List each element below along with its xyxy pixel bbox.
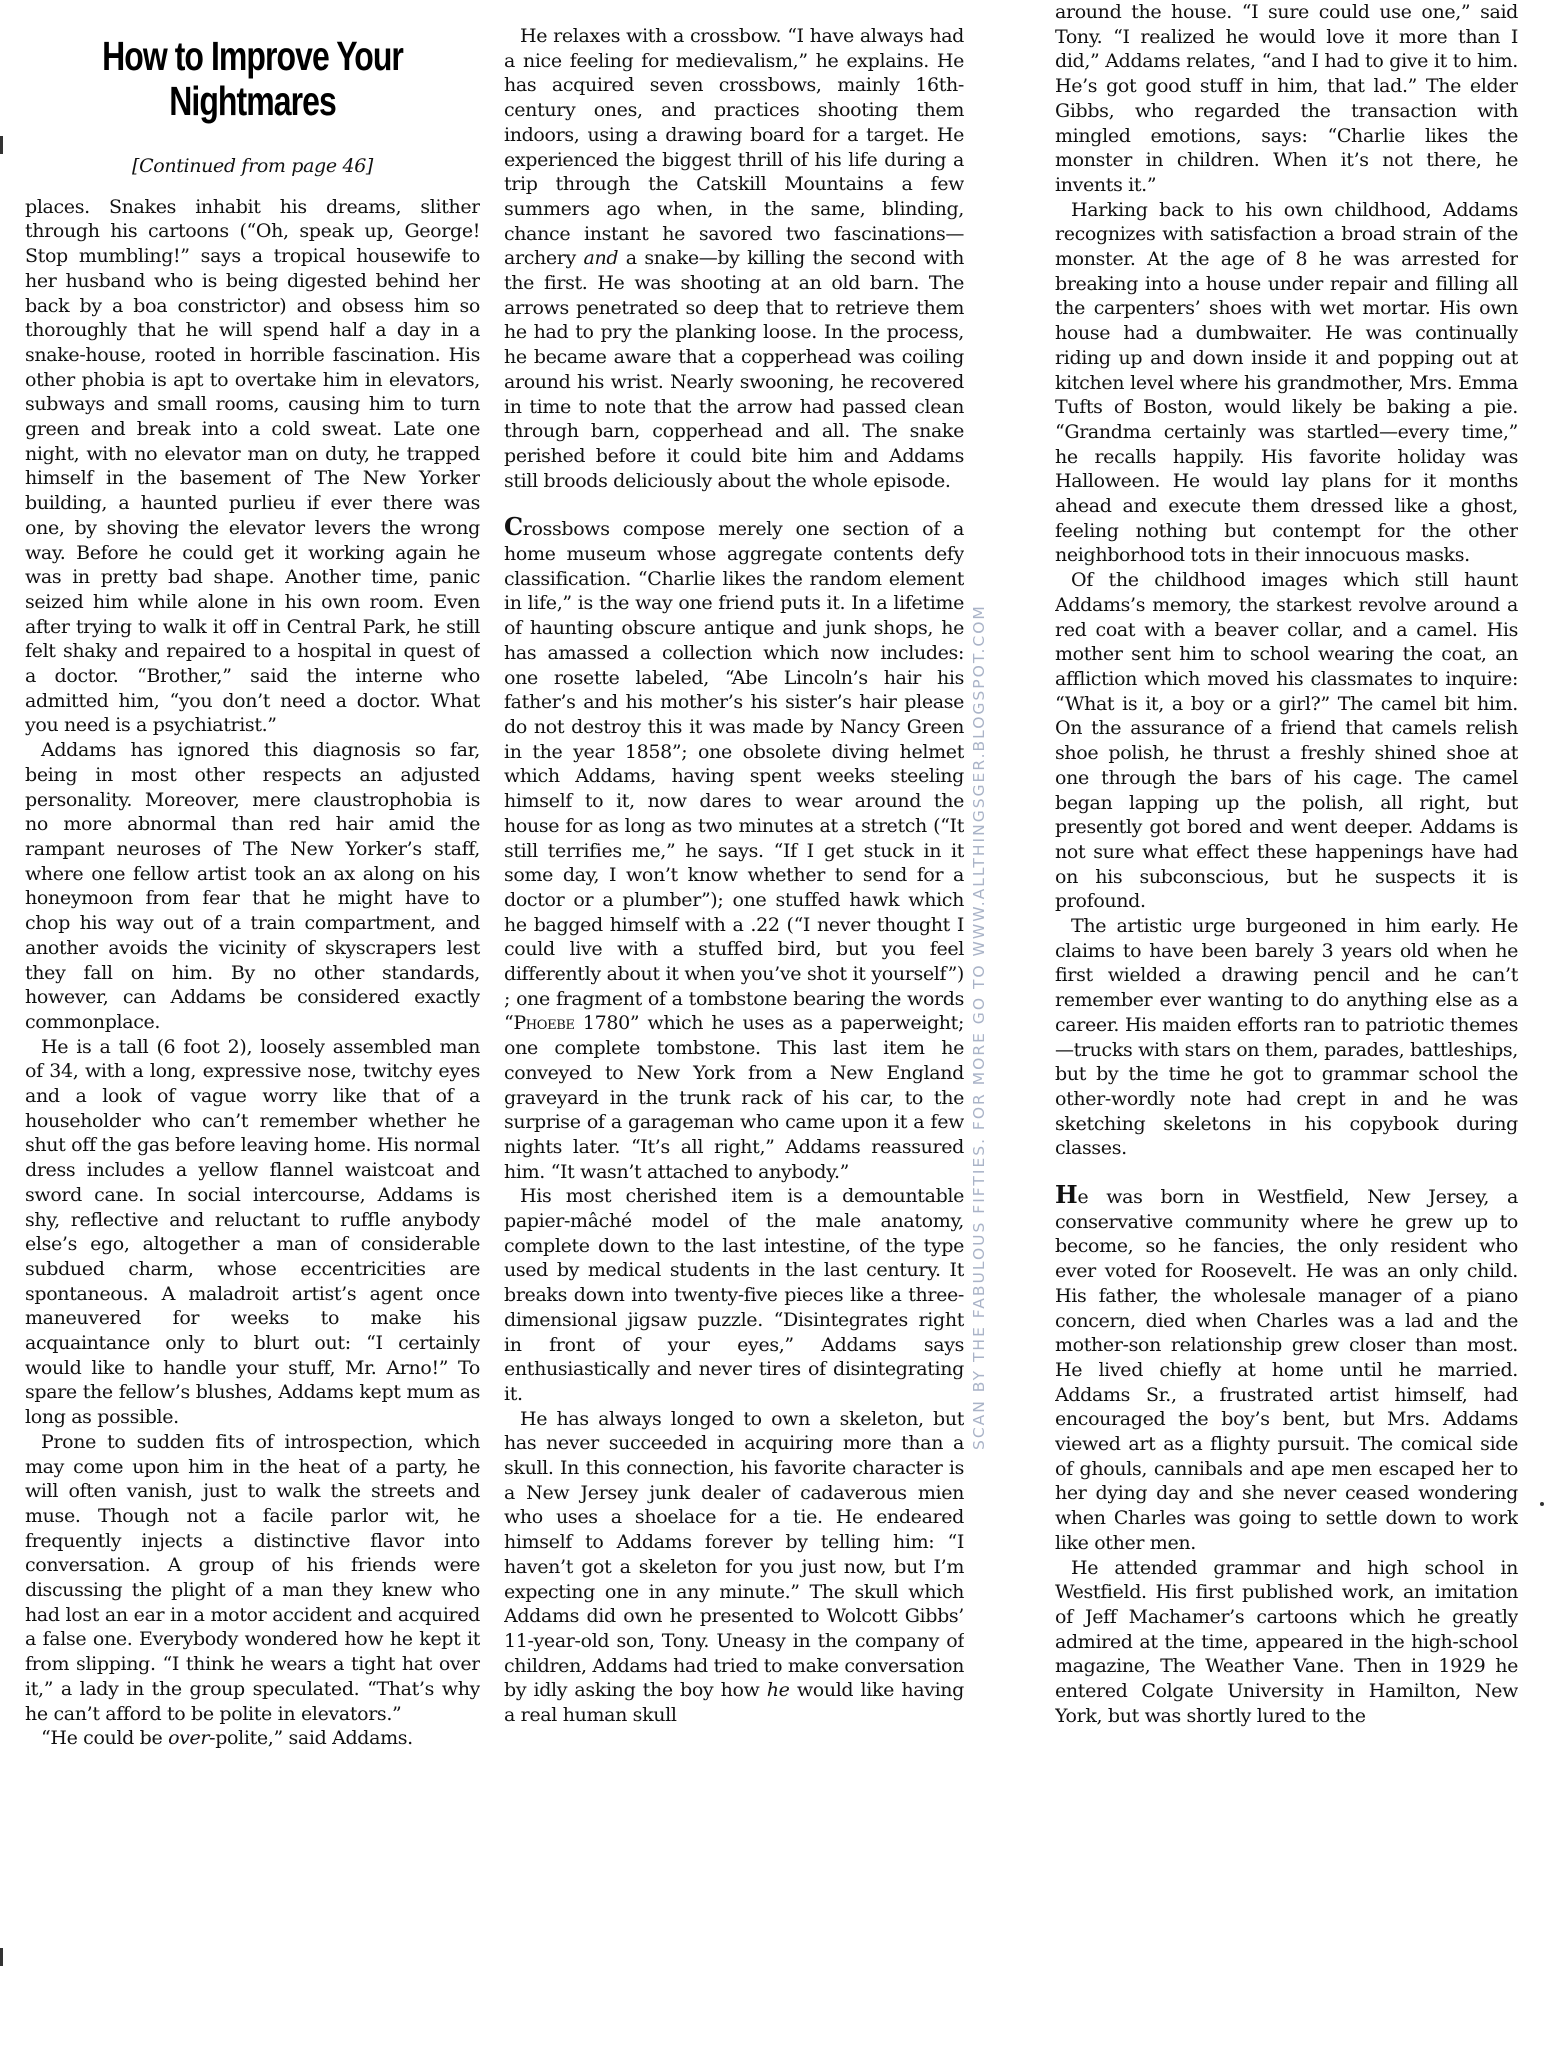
emphasis: and	[583, 247, 619, 270]
paragraph: Addams has ignored this diagnosis so far, being in most other respects an adjusted personality. Moreover, mere claustrophobia is no more abnormal than red hair amid the rampant neuroses of The New Yorker’s staff, where one fellow artist took an ax along on his honeymoon from fear that he might have to chop his way out of a train compartment, and another avoids the vicinity of skyscrapers lest they fall on him. By no other standards, however, can Addams be considered exactly commonplace.	[25, 739, 480, 1033]
paragraph: His most cherished item is a demountable papier-mâché model of the male anatomy, complete down to the last intestine, of the type used by medical students in the last century. It breaks down into twenty-five pieces like a three-dimensional jigsaw puzzle. “Disintegrates right in front of your eyes,” Addams says enthusiastically and never tires of disintegrating it.	[504, 1185, 964, 1405]
article-header	[25, 20, 480, 179]
text-run: -polite,” said Addams.	[209, 1727, 413, 1750]
text-run: 1780” which he uses as a paperweight; one complete tombstone. This last item he conveyed to New York from a New England graveyard in the trunk rack of his car, to the surprise of a garageman who came upon it a few nights later. “It’s all right,” Addams reassured him. “It wasn’t attached to anybody.”	[504, 1012, 964, 1183]
small-caps-text: Phoebe	[513, 1012, 575, 1035]
column-1	[25, 20, 480, 2022]
paragraph: around the house. “I sure could use one,” said Tony. “I realized he would love it more than I did,” Addams relates, “and I had to give it to him. He’s got good stuff in him, that lad.” The elder Gibbs, who regarded the transaction with mingled emotions, says: “Charlie likes the monster in children. When it’s not there, he invents it.”	[1055, 1, 1518, 196]
margin-mark	[0, 1948, 3, 1966]
paragraph: Prone to sudden fits of introspection, which may come upon him in the heat of a party, he will often vanish, just to walk the streets and muse. Though not a facile parlor wit, he frequently injects a distinctive flavor into conversation. A group of his friends were discussing the plight of a man they knew who had lost an ear in a motor accident and acquired a false one. Everybody wondered how he kept it from slipping. “I think he wears a tight hat over it,” a lady in the group speculated. “That’s why he can’t afford to be polite in elevators.”	[25, 1430, 480, 1725]
paragraph: He is a tall (6 foot 2), loosely assembled man of 34, with a long, expressive nose, twitchy eyes and a look of vague worry like that of a householder who can’t remember whether he shut off the gas before leaving home. His normal dress includes a yellow flannel waistcoat and sword cane. In social intercourse, Addams is shy, reflective and reluctant to ruffle anybody else’s ego, altogether a man of considerable subdued charm, whose eccentricities are spontaneous. A maladroit artist’s agent once maneuvered for weeks to make his acquaintance only to blurt out: “I certainly would like to handle your stuff, Mr. Arno!” To spare the fellow’s blushes, Addams kept mum as long as possible.	[25, 1035, 480, 1429]
text-run: would like having a real human skull	[504, 1679, 964, 1727]
scan-dot	[1540, 1502, 1544, 1506]
text-run: rossbows compose merely one section of a home museum whose aggregate contents defy classification. “Charlie likes the random element in life,” is the way one friend puts it. In a lifetime of haunting obscure antique and junk shops, he has amassed a collection which now includes: one rosette labeled, “Abe Lincoln’s hair his father’s and his mother’s his sister’s hair please do not destroy this it was made by Nancy Green in the year 1858”; one obsolete diving helmet which Addams, having spent weeks steeling himself to it, now dares to wear around the house for as long as two minutes at a stretch (“It still terrifies me,” he says. “If I get stuck in it some day, I won’t know whether to send for a doctor or a plumber”); one stuffed hawk which he bagged himself with a .22 (“I never thought I could live with a stuffed bird, but you feel differently about it when you’ve shot it yourself”) ; one fragment of a tombstone bearing the words “	[504, 518, 964, 1035]
paragraph: The artistic urge burgeoned in him early. He claims to have been barely 3 years old when he first wielded a drawing pencil and he can’t remember ever wanting to do anything else as a career. His maiden efforts ran to patriotic themes—trucks with stars on them, parades, battleships, but by the time he got to grammar school the other-wordly note had crept in and he was sketching skeletons in his copybook during classes.	[1055, 915, 1518, 1160]
text-run: “He could be	[41, 1727, 169, 1750]
paragraph	[504, 512, 964, 1184]
emphasis: he	[766, 1679, 790, 1702]
paragraph: Harking back to his own childhood, Addams recognizes with satisfaction a broad strain of the monster. At the age of 8 he was arrested for breaking into a house under repair and filling all the carpenters’ shoes with wet mortar. His own house had a dumbwaiter. He was continually riding up and down inside it and popping out at kitchen level where his grandmother, Mrs. Emma Tufts of Boston, would likely be baking a pie. “Grandma certainly was startled—every time,” he recalls happily. His favorite holiday was Halloween. He would lay plans for it months ahead and execute them dressed like a ghost, feeling nothing but contempt for the other neighborhood tots in their innocuous masks.	[1055, 198, 1518, 567]
article-title-line-1: How to Improve Your	[102, 33, 403, 79]
article-title-line-2: Nightmares	[169, 78, 336, 124]
scan-watermark: SCAN BY THE FABULOUS FIFTIES. FOR MORE GO TO WWW.ALLTHINGSGER.BLOGSPOT.COM	[970, 604, 988, 1450]
paragraph	[1055, 1180, 1518, 1556]
initial-letter: H	[1055, 1180, 1078, 1210]
column-3	[1055, 0, 1518, 2022]
paragraph	[504, 24, 964, 493]
initial-letter: C	[504, 512, 523, 542]
text-run: He relaxes with a crossbow. “I have always had a nice feeling for medievalism,” he explains. He has acquired seven crossbows, mainly 16th-century ones, and practices shooting them indoors, using a drawing board for a target. He experienced the biggest thrill of his life during a trip through the Catskill Mountains a few summers ago when, in the same, blinding, chance instant he savored two fascinations—archery	[504, 25, 964, 270]
paragraph: He attended grammar and high school in Westfield. His first published work, an imitation of Jeff Machamer’s cartoons which he greatly admired at the time, appeared in the high-school magazine, The Weather Vane. Then in 1929 he entered Colgate University in Hamilton, New York, but was shortly lured to the	[1055, 1556, 1518, 1727]
emphasis: over	[168, 1727, 210, 1750]
continued-note: [Continued from page 46]	[132, 155, 373, 177]
text-run: a snake—by killing the second with the first. He was shooting at an old barn. The arrows penetrated so deep that to retrieve them he had to pry the planking loose. In the process, he became aware that a copperhead was coiling around his wrist. Nearly swooning, he recovered in time to note that the arrow had passed clean through barn, copperhead and all. The snake perished before it could bite him and Addams still broods deliciously about the whole episode.	[504, 247, 964, 492]
paragraph	[25, 1726, 480, 1751]
paragraph: places. Snakes inhabit his dreams, slither through his cartoons (“Oh, speak up, George! Stop mumbling!” says a tropical housewife to her husband who is being digested behind her back by a boa constrictor) and obsess him so thoroughly that he will spend half a day in a snake-house, rooted in horrible fascination. His other phobia is apt to overtake him in elevators, subways and small rooms, causing him to turn green and break into a cold sweat. Late one night, with no elevator man on duty, he trapped himself in the basement of The New Yorker building, a haunted purlieu if ever there was one, by shoving the elevator levers the wrong way. Before he could get it working again he was in pretty bad shape. Another time, panic seized him while alone in his own room. Even after trying to walk it off in Central Park, he still felt shaky and repaired to a hospital in quest of a doctor. “Brother,” said the interne who admitted him, “you don’t need a doctor. What you need is a psychiatrist.”	[25, 195, 480, 737]
text-run: e was born in Westfield, New Jersey, a conservative community where he grew up to become, so he fancies, the only resident who ever voted for Roosevelt. He was an only child. His father, the wholesale manager of a piano concern, died when Charles was a lad and the mother-son relationship grew closer than most. He lived chiefly at home until he married. Addams Sr., a frustrated artist himself, had encouraged the boy’s bent, but Mrs. Addams viewed art as a flighty pursuit. The comical side of ghouls, cannibals and ape men escaped her to her dying day and she never ceased wondering when Charles was going to settle down to work like other men.	[1055, 1186, 1518, 1554]
paragraph: Of the childhood images which still haunt Addams’s memory, the starkest revolve around a red coat with a beaver collar, and a camel. His mother sent him to school wearing the coat, an affliction which moved his classmates to inquire: “What is it, a boy or a girl?” The camel bit him. On the assurance of a friend that camels relish shoe polish, he thrust a freshly shined shoe at one through the bars of his cage. The camel began lapping up the polish, all right, but presently got bored and went deeper. Addams is not sure what effect these happenings have had on his subconscious, but he suspects it is profound.	[1055, 569, 1518, 913]
text-run: He has always longed to own a skeleton, but has never succeeded in acquiring more than a skull. In this connection, his favorite character is a New Jersey junk dealer of cadaverous mien who uses a shoelace for a tie. He endeared himself to Addams forever by telling him: “I haven’t got a skeleton for you just now, but I’m expecting one in any minute.” The skull which Addams did own he presented to Wolcott Gibbs’ 11-year-old son, Tony. Uneasy in the company of children, Addams had tried to make conversation by idly asking the boy how	[504, 1407, 964, 1702]
column-2	[504, 24, 964, 2022]
paragraph	[504, 1407, 964, 1728]
margin-mark	[0, 136, 3, 154]
